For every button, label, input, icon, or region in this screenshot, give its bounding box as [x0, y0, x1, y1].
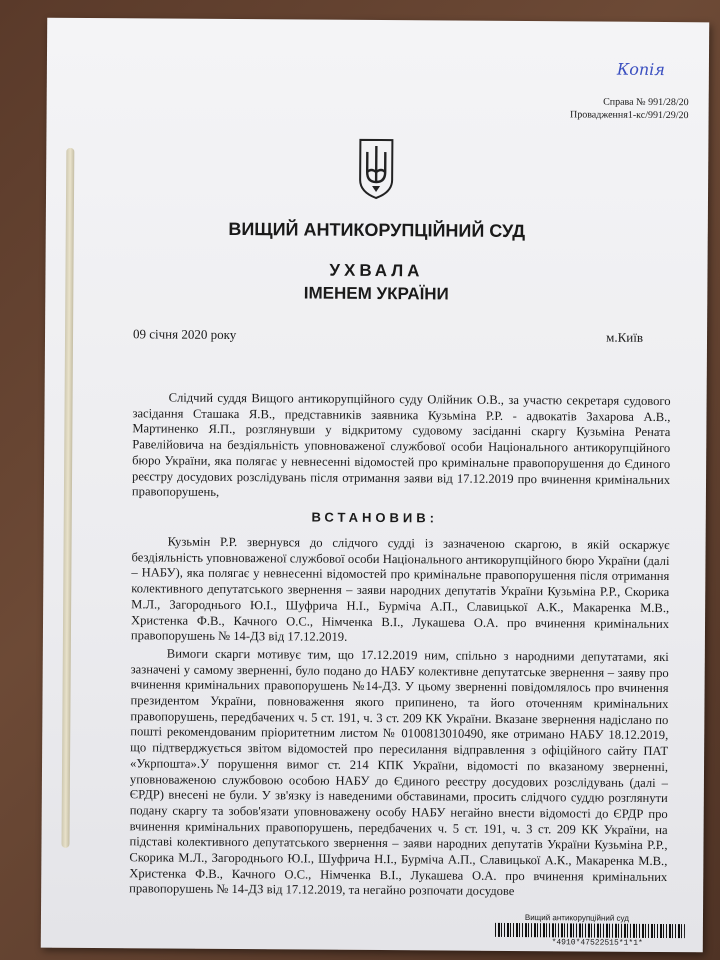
paragraph-1: Кузьмін Р.Р. звернувся до слідчого судді із зазначеною скаргою, в якій оскаржує бездіяльність уповноваженої службової особи Національного антикорупційного бюро України (далі – НАБУ), яка полягає у невнесенні відомостей про кримінальне правопорушення після отримання колективного депутатського звернення – заяви народних депутатів України Кузьміна Р.Р., Скорика М.Л., Загороднього Ю.І., Шуфрича Н.І., Бурміча А.П., Славицької А.К., Макаренка М.В., Христенка Ф.В., Качного О.С., Німченка В.І., Лукашева О.А. про вчинення кримінальних правопорушень № 14-ДЗ від 17.12.2019.: [130, 534, 670, 645]
handwritten-note: Копія: [616, 59, 665, 80]
coat-of-arms-icon: [356, 138, 396, 200]
footer-court-label: Вищий антикорупційний суд: [524, 913, 630, 923]
intro-paragraph: Слідчий суддя Вищого антикорупційного суду Олійник О.В., за участю секретаря судового засідання Сташака Я.В., представників заявника Кузьміна Р.Р. - адвокатів Захарова А.В., Мартиненко Я.П., розглянувши у відкритому судовому засіданні скаргу Кузьміна Рената Равелійовича на бездіяльність уповноваженої службової особи Національного антикорупційного бюро України, яка полягає у невнесенні відомостей про кримінальне правопорушення до Єдиного реєстру досудових розслідувань після отримання заяви від 17.12.2019 про вчинення кримінальних правопорушень,: [131, 390, 671, 500]
established-heading: ВСТАНОВИВ:: [311, 509, 439, 526]
proceeding-number: Провадження1-кс/991/29/20: [569, 109, 689, 122]
case-number: Справа № 991/28/20: [603, 96, 689, 109]
case-reference: [570, 95, 689, 122]
ruling-date: 09 січня 2020 року: [132, 326, 237, 343]
ruling-subtitle: ІМЕНЕМ УКРАЇНИ: [303, 283, 449, 304]
binding-strip: [61, 148, 74, 848]
barcode: [495, 923, 685, 938]
paragraph-2: Вимоги скарги мотивує тим, що 17.12.2019 ним, спільно з народними депутатами, які зазначені у самому зверненні, було подано до НАБУ колективне депутатське звернення – заяву про вчинення кримінальних правопорушень №14-ДЗ. У цьому зверненні повідомлялось про вчинення президентом України, повноваження якого припинено, та його оточенням кримінальних правопорушень, передбачених ч. 5 ст. 191, ч. 3 ст. 209 КК України. Вказане звернення надіслано по пошті рекомендованим пріоритетним листом № 0100813010490, яке отримано НАБУ 18.12.2019, що підтверджується звітом відомостей про пересилання відправлення з офіційного сайту ПАТ «Укрпошта».У порушення вимог ст. 214 КПК України, відомості по вказаному зверненні, уповноваженою службовою особою НАБУ до Єдиного реєстру досудових розслідувань (далі – ЄРДР) внесені не були. У зв'язку із наведеними обставинами, просить слідчого суддю розглянути подану скаргу та зобов'язати уповноважену особу НАБУ негайно внести відомості до ЄРДР про вчинення кримінальних правопорушень, передбачених ч. 5 ст. 191, ч. 3 ст. 209 КК України, на підставі колективного депутатського звернення – заяви народних депутатів України Кузьміна Р.Р., Скорика М.Л., Загороднього Ю.І., Шуфрича Н.І., Бурміча А.П., Славицької А.К., Макаренка М.В., Христенка Ф.В., Качного О.С., Німченка В.І., Лукашева О.А. про вчинення кримінальних правопорушень № 14-ДЗ від 17.12.2019, та негайно розпочати досудове: [129, 646, 669, 899]
barcode-number: *4910*47522515*1*1*: [551, 938, 643, 948]
main-section: [129, 534, 670, 901]
document-page: [41, 18, 709, 953]
court-name: ВИЩИЙ АНТИКОРУПЦІЙНИЙ СУД: [228, 218, 526, 242]
ruling-title: УХВАЛА: [329, 260, 424, 281]
intro-section: [132, 390, 671, 504]
ruling-place: м.Київ: [606, 329, 644, 345]
